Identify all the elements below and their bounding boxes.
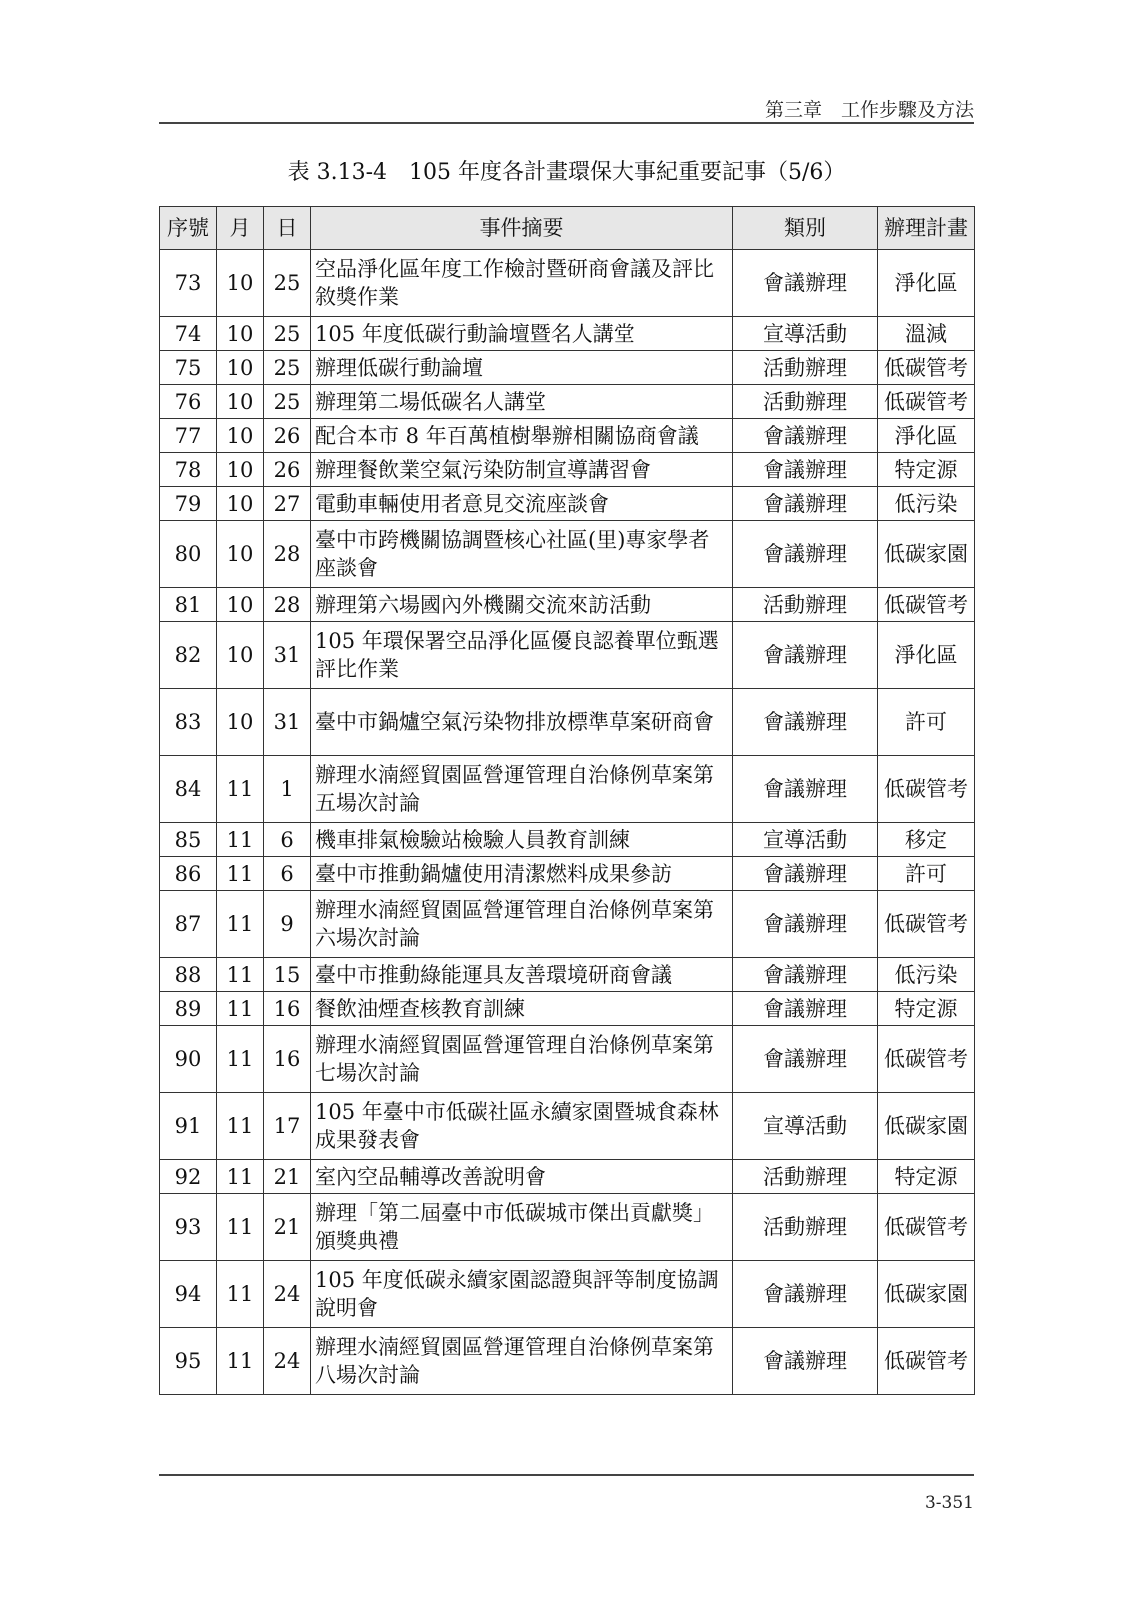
column-header-summary: 事件摘要	[311, 207, 733, 250]
cell-month: 11	[217, 857, 264, 891]
table-row	[160, 823, 975, 857]
cell-no: 76	[160, 385, 217, 419]
cell-plan: 低碳管考	[878, 588, 975, 622]
cell-day: 27	[264, 487, 311, 521]
cell-no: 80	[160, 521, 217, 588]
cell-summary: 電動車輛使用者意見交流座談會	[311, 487, 733, 521]
table-row	[160, 351, 975, 385]
cell-no: 73	[160, 250, 217, 317]
cell-plan: 淨化區	[878, 419, 975, 453]
cell-day: 16	[264, 1026, 311, 1093]
cell-no: 84	[160, 756, 217, 823]
cell-day: 24	[264, 1328, 311, 1395]
cell-plan: 淨化區	[878, 622, 975, 689]
cell-summary: 105 年度低碳行動論壇暨名人講堂	[311, 317, 733, 351]
cell-summary: 辦理第六場國內外機關交流來訪活動	[311, 588, 733, 622]
cell-day: 25	[264, 351, 311, 385]
cell-summary: 臺中市推動鍋爐使用清潔燃料成果參訪	[311, 857, 733, 891]
cell-category: 會議辦理	[733, 992, 878, 1026]
cell-category: 宣導活動	[733, 823, 878, 857]
cell-category: 會議辦理	[733, 521, 878, 588]
cell-no: 79	[160, 487, 217, 521]
table-row	[160, 857, 975, 891]
cell-plan: 許可	[878, 857, 975, 891]
table-row	[160, 453, 975, 487]
cell-month: 10	[217, 588, 264, 622]
cell-no: 88	[160, 958, 217, 992]
cell-month: 10	[217, 689, 264, 756]
cell-summary: 辦理「第二屆臺中市低碳城市傑出貢獻獎」頒獎典禮	[311, 1194, 733, 1261]
cell-day: 25	[264, 317, 311, 351]
cell-day: 24	[264, 1261, 311, 1328]
table-row	[160, 250, 975, 317]
footer-rule	[159, 1474, 974, 1476]
cell-category: 活動辦理	[733, 588, 878, 622]
running-header: 第三章 工作步驟及方法	[764, 99, 974, 121]
cell-category: 會議辦理	[733, 958, 878, 992]
cell-category: 會議辦理	[733, 419, 878, 453]
table-row	[160, 419, 975, 453]
cell-day: 25	[264, 385, 311, 419]
table-row	[160, 1194, 975, 1261]
cell-summary: 辦理第二場低碳名人講堂	[311, 385, 733, 419]
cell-no: 85	[160, 823, 217, 857]
cell-day: 17	[264, 1093, 311, 1160]
cell-category: 會議辦理	[733, 1026, 878, 1093]
cell-plan: 許可	[878, 689, 975, 756]
table-row	[160, 756, 975, 823]
cell-plan: 低碳家園	[878, 521, 975, 588]
cell-no: 95	[160, 1328, 217, 1395]
cell-no: 86	[160, 857, 217, 891]
cell-day: 1	[264, 756, 311, 823]
cell-no: 75	[160, 351, 217, 385]
cell-day: 6	[264, 823, 311, 857]
cell-plan: 低碳家園	[878, 1261, 975, 1328]
cell-month: 10	[217, 521, 264, 588]
cell-day: 26	[264, 453, 311, 487]
cell-no: 90	[160, 1026, 217, 1093]
cell-category: 活動辦理	[733, 385, 878, 419]
cell-month: 11	[217, 1160, 264, 1194]
cell-category: 會議辦理	[733, 857, 878, 891]
table-row	[160, 487, 975, 521]
cell-day: 25	[264, 250, 311, 317]
cell-no: 91	[160, 1093, 217, 1160]
cell-month: 10	[217, 419, 264, 453]
cell-no: 93	[160, 1194, 217, 1261]
cell-category: 活動辦理	[733, 1160, 878, 1194]
table-row	[160, 891, 975, 958]
cell-category: 會議辦理	[733, 891, 878, 958]
cell-month: 11	[217, 1194, 264, 1261]
cell-summary: 105 年臺中市低碳社區永續家園暨城食森林成果發表會	[311, 1093, 733, 1160]
cell-month: 10	[217, 250, 264, 317]
cell-summary: 臺中市跨機關協調暨核心社區(里)專家學者座談會	[311, 521, 733, 588]
cell-plan: 低碳管考	[878, 1026, 975, 1093]
cell-category: 會議辦理	[733, 250, 878, 317]
cell-no: 82	[160, 622, 217, 689]
cell-day: 9	[264, 891, 311, 958]
table-row	[160, 689, 975, 756]
cell-plan: 移定	[878, 823, 975, 857]
cell-plan: 低碳管考	[878, 385, 975, 419]
cell-plan: 低污染	[878, 487, 975, 521]
cell-plan: 低碳管考	[878, 1194, 975, 1261]
cell-summary: 辦理水湳經貿園區營運管理自治條例草案第六場次討論	[311, 891, 733, 958]
cell-summary: 辦理水湳經貿園區營運管理自治條例草案第七場次討論	[311, 1026, 733, 1093]
cell-day: 26	[264, 419, 311, 453]
cell-plan: 低污染	[878, 958, 975, 992]
column-header-no: 序號	[160, 207, 217, 250]
cell-no: 74	[160, 317, 217, 351]
column-header-month: 月	[217, 207, 264, 250]
cell-summary: 餐飲油煙查核教育訓練	[311, 992, 733, 1026]
cell-day: 31	[264, 689, 311, 756]
cell-summary: 臺中市推動綠能運具友善環境研商會議	[311, 958, 733, 992]
cell-plan: 溫減	[878, 317, 975, 351]
table-header-row	[160, 207, 975, 250]
cell-no: 89	[160, 992, 217, 1026]
table-row	[160, 622, 975, 689]
cell-month: 11	[217, 992, 264, 1026]
cell-month: 10	[217, 351, 264, 385]
cell-day: 6	[264, 857, 311, 891]
cell-day: 21	[264, 1160, 311, 1194]
cell-category: 會議辦理	[733, 689, 878, 756]
cell-no: 87	[160, 891, 217, 958]
cell-category: 會議辦理	[733, 1261, 878, 1328]
cell-plan: 低碳家園	[878, 1093, 975, 1160]
cell-plan: 特定源	[878, 453, 975, 487]
cell-month: 11	[217, 756, 264, 823]
cell-category: 活動辦理	[733, 1194, 878, 1261]
table-row	[160, 1160, 975, 1194]
cell-month: 11	[217, 1261, 264, 1328]
events-table	[159, 206, 975, 1395]
table-title: 表 3.13-4 105 年度各計畫環保大事紀重要記事（5/6）	[287, 160, 846, 185]
cell-day: 31	[264, 622, 311, 689]
cell-category: 會議辦理	[733, 1328, 878, 1395]
cell-summary: 105 年環保署空品淨化區優良認養單位甄選評比作業	[311, 622, 733, 689]
cell-no: 94	[160, 1261, 217, 1328]
header-rule	[159, 122, 974, 124]
cell-summary: 室內空品輔導改善說明會	[311, 1160, 733, 1194]
cell-plan: 低碳管考	[878, 1328, 975, 1395]
cell-category: 宣導活動	[733, 317, 878, 351]
cell-month: 10	[217, 487, 264, 521]
cell-no: 83	[160, 689, 217, 756]
cell-category: 宣導活動	[733, 1093, 878, 1160]
cell-category: 會議辦理	[733, 487, 878, 521]
cell-month: 11	[217, 1026, 264, 1093]
table-row	[160, 1261, 975, 1328]
cell-month: 11	[217, 823, 264, 857]
cell-plan: 淨化區	[878, 250, 975, 317]
table-row	[160, 958, 975, 992]
cell-plan: 特定源	[878, 992, 975, 1026]
cell-no: 92	[160, 1160, 217, 1194]
cell-plan: 低碳管考	[878, 351, 975, 385]
cell-category: 會議辦理	[733, 756, 878, 823]
cell-day: 15	[264, 958, 311, 992]
table-row	[160, 588, 975, 622]
cell-summary: 辦理低碳行動論壇	[311, 351, 733, 385]
cell-month: 11	[217, 891, 264, 958]
cell-category: 會議辦理	[733, 622, 878, 689]
cell-month: 11	[217, 958, 264, 992]
cell-month: 10	[217, 317, 264, 351]
cell-day: 28	[264, 521, 311, 588]
cell-no: 78	[160, 453, 217, 487]
column-header-day: 日	[264, 207, 311, 250]
cell-category: 活動辦理	[733, 351, 878, 385]
table-row	[160, 1093, 975, 1160]
cell-summary: 空品淨化區年度工作檢討暨研商會議及評比敘獎作業	[311, 250, 733, 317]
cell-no: 81	[160, 588, 217, 622]
cell-day: 16	[264, 992, 311, 1026]
cell-month: 11	[217, 1093, 264, 1160]
cell-summary: 機車排氣檢驗站檢驗人員教育訓練	[311, 823, 733, 857]
cell-summary: 105 年度低碳永續家園認證與評等制度協調說明會	[311, 1261, 733, 1328]
table-row	[160, 1026, 975, 1093]
table-row	[160, 992, 975, 1026]
page-number: 3-351	[924, 1493, 974, 1513]
column-header-category: 類別	[733, 207, 878, 250]
cell-month: 10	[217, 453, 264, 487]
cell-plan: 特定源	[878, 1160, 975, 1194]
cell-plan: 低碳管考	[878, 756, 975, 823]
cell-summary: 辦理水湳經貿園區營運管理自治條例草案第八場次討論	[311, 1328, 733, 1395]
cell-summary: 辦理水湳經貿園區營運管理自治條例草案第五場次討論	[311, 756, 733, 823]
cell-month: 10	[217, 385, 264, 419]
cell-plan: 低碳管考	[878, 891, 975, 958]
cell-day: 21	[264, 1194, 311, 1261]
cell-summary: 臺中市鍋爐空氣污染物排放標準草案研商會	[311, 689, 733, 756]
cell-category: 會議辦理	[733, 453, 878, 487]
cell-summary: 辦理餐飲業空氣污染防制宣導講習會	[311, 453, 733, 487]
table-row	[160, 521, 975, 588]
table-row	[160, 1328, 975, 1395]
cell-month: 11	[217, 1328, 264, 1395]
column-header-plan: 辦理計畫	[878, 207, 975, 250]
cell-month: 10	[217, 622, 264, 689]
cell-no: 77	[160, 419, 217, 453]
cell-day: 28	[264, 588, 311, 622]
cell-summary: 配合本市 8 年百萬植樹舉辦相關協商會議	[311, 419, 733, 453]
table-row	[160, 385, 975, 419]
table-row	[160, 317, 975, 351]
